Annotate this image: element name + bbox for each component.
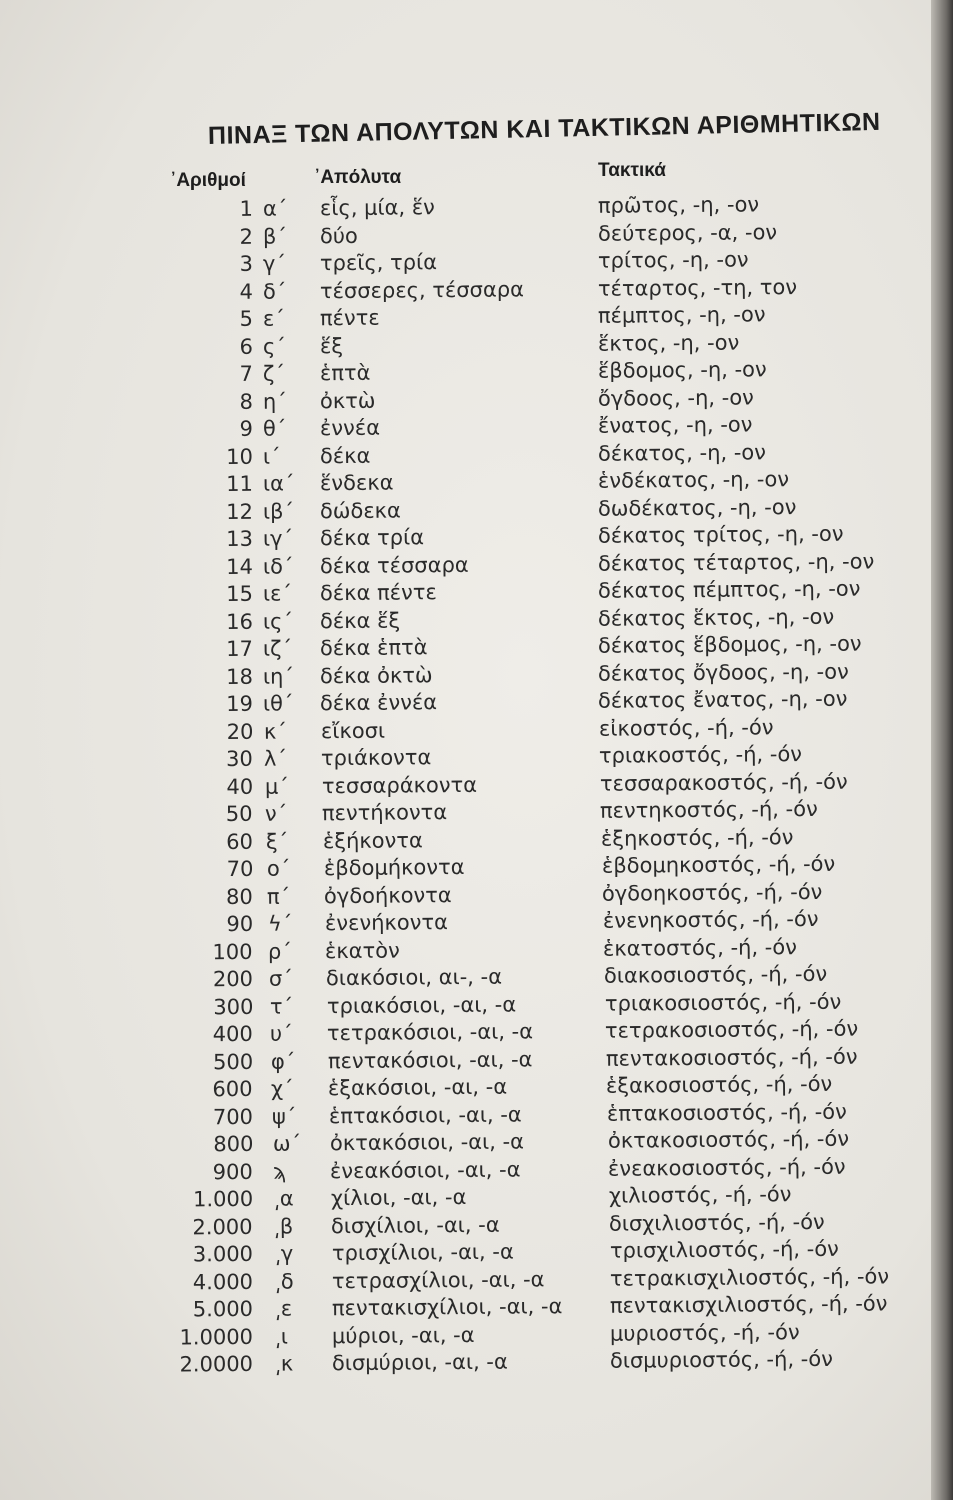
row-absolute: ἑβδομήκοντα bbox=[323, 854, 465, 881]
row-ordinal: δέκατος ἔνατος, -η, -ον bbox=[597, 686, 848, 713]
row-greek-numeral: ͵ε bbox=[274, 1296, 293, 1321]
row-ordinal: πέμπτος, -η, -ον bbox=[597, 302, 766, 328]
row-ordinal: πεντακισχιλιοστός, -ή, -όν bbox=[609, 1291, 888, 1318]
row-ordinal: ἐνεακοσιοστός, -ή, -όν bbox=[608, 1154, 846, 1181]
row-ordinal: μυριοστός, -ή, -όν bbox=[609, 1319, 800, 1346]
row-greek-numeral: μ΄ bbox=[264, 773, 289, 799]
row-ordinal: ὀγδοηκοστός, -ή, -όν bbox=[602, 879, 823, 906]
row-ordinal: ἕβδομος, -η, -ον bbox=[597, 357, 767, 383]
row-number: 18 bbox=[226, 664, 254, 689]
row-absolute: τέσσερες, τέσσαρα bbox=[319, 276, 525, 303]
row-greek-numeral: ι΄ bbox=[262, 444, 281, 469]
header-numbers: ᾿Αριθμοί bbox=[170, 170, 246, 191]
row-greek-numeral: σ΄ bbox=[268, 966, 293, 991]
row-number: 15 bbox=[226, 581, 254, 607]
row-greek-numeral: ιζ΄ bbox=[262, 636, 293, 661]
row-ordinal: πεντακοσιοστός, -ή, -όν bbox=[605, 1044, 858, 1071]
row-ordinal: πεντηκοστός, -ή, -όν bbox=[600, 796, 819, 823]
row-greek-numeral: υ΄ bbox=[270, 1021, 293, 1046]
row-greek-numeral: φ΄ bbox=[270, 1048, 296, 1074]
row-greek-numeral: α΄ bbox=[262, 196, 288, 221]
row-greek-numeral: ς΄ bbox=[262, 334, 286, 359]
row-number: 50 bbox=[226, 801, 254, 827]
row-ordinal: δέκατος τρίτος, -η, -ον bbox=[597, 521, 844, 548]
row-absolute: πεντακισχίλιοι, -αι, -α bbox=[331, 1294, 563, 1321]
row-ordinal: ἑπτακοσιοστός, -ή, -όν bbox=[606, 1099, 847, 1126]
row-number: 5.000 bbox=[192, 1296, 254, 1322]
row-greek-numeral: τ΄ bbox=[269, 994, 293, 1019]
row-absolute: πεντακόσιοι, -αι, -α bbox=[327, 1046, 533, 1073]
row-ordinal: δισμυριοστός, -ή, -όν bbox=[609, 1346, 834, 1373]
row-greek-numeral: ιδ΄ bbox=[262, 553, 294, 579]
row-ordinal: ὀκτακοσιοστός, -ή, -όν bbox=[607, 1126, 849, 1153]
row-number: 90 bbox=[226, 911, 254, 937]
row-absolute: ἐνενήκοντα bbox=[324, 910, 448, 936]
row-greek-numeral: ιθ΄ bbox=[262, 691, 294, 716]
row-greek-numeral: ψ΄ bbox=[271, 1103, 297, 1129]
row-ordinal: διακοσιοστός, -ή, -όν bbox=[603, 961, 828, 988]
row-absolute: ἕξ bbox=[319, 333, 344, 358]
row-ordinal: εἰκοστός, -ή, -όν bbox=[598, 714, 774, 741]
row-number: 4.000 bbox=[192, 1269, 254, 1294]
row-number: 4 bbox=[239, 279, 254, 304]
row-ordinal: τέταρτος, -τη, τον bbox=[597, 274, 798, 301]
row-ordinal: ἑνδέκατος, -η, -ον bbox=[597, 467, 790, 493]
row-ordinal: τριακοστός, -ή, -όν bbox=[599, 742, 803, 768]
row-ordinal: δέκατος πέμπτος, -η, -ον bbox=[597, 576, 861, 603]
row-greek-numeral: κ΄ bbox=[263, 719, 287, 744]
row-greek-numeral: ξ΄ bbox=[265, 829, 289, 854]
row-number: 80 bbox=[226, 884, 254, 909]
row-absolute: ἑκατὸν bbox=[325, 938, 401, 963]
row-absolute: δέκα bbox=[319, 443, 371, 468]
row-absolute: ὀκτὼ bbox=[319, 388, 376, 413]
row-greek-numeral: ια΄ bbox=[262, 471, 295, 496]
row-number: 30 bbox=[226, 746, 254, 772]
row-ordinal: τρίτος, -η, -ον bbox=[597, 247, 749, 273]
row-greek-numeral: ιη΄ bbox=[262, 663, 295, 689]
row-number: 1.000 bbox=[192, 1186, 254, 1212]
row-ordinal: ὄγδοος, -η, -ον bbox=[597, 384, 754, 411]
row-greek-numeral: η΄ bbox=[262, 388, 287, 414]
row-absolute: ἐννέα bbox=[319, 415, 381, 441]
row-ordinal: ἑξηκοστός, -ή, -όν bbox=[600, 824, 794, 851]
row-number: 17 bbox=[226, 636, 254, 662]
row-number: 14 bbox=[226, 554, 254, 579]
row-number: 60 bbox=[226, 829, 254, 854]
row-ordinal: δέκατος, -η, -ον bbox=[597, 439, 767, 466]
row-greek-numeral: ϟ΄ bbox=[267, 911, 293, 936]
row-greek-numeral: ͵ι bbox=[274, 1324, 289, 1349]
row-greek-numeral: θ΄ bbox=[262, 416, 287, 441]
row-number: 8 bbox=[239, 389, 254, 414]
row-number: 100 bbox=[212, 939, 254, 964]
row-greek-numeral: ͵α bbox=[273, 1186, 294, 1211]
row-absolute: τεσσαράκοντα bbox=[321, 772, 477, 798]
row-absolute: δέκα πέντε bbox=[319, 580, 437, 606]
row-ordinal: ἐνενηκοστός, -ή, -όν bbox=[602, 906, 819, 933]
row-number: 11 bbox=[226, 471, 254, 497]
header-absolute: ᾿Απόλυτα bbox=[314, 167, 402, 188]
row-number: 500 bbox=[212, 1049, 254, 1074]
row-number: 2.000 bbox=[192, 1214, 254, 1239]
row-greek-numeral: ω΄ bbox=[272, 1131, 301, 1156]
row-number: 70 bbox=[226, 856, 254, 882]
row-greek-numeral: ν΄ bbox=[265, 801, 288, 826]
row-greek-numeral: ͵κ bbox=[274, 1351, 294, 1376]
row-ordinal: ἑβδομηκοστός, -ή, -όν bbox=[601, 851, 835, 878]
row-number: 1 bbox=[239, 196, 254, 221]
row-greek-numeral: ͵δ bbox=[274, 1269, 294, 1294]
row-absolute: δέκα ἐννέα bbox=[319, 690, 438, 716]
row-absolute: τρεῖς, τρία bbox=[319, 250, 438, 276]
row-number: 200 bbox=[212, 966, 254, 992]
row-number: 12 bbox=[226, 499, 254, 524]
row-greek-numeral: ις΄ bbox=[262, 608, 294, 634]
row-absolute: πεντήκοντα bbox=[322, 800, 448, 826]
row-absolute: δέκα ἕξ bbox=[319, 608, 401, 633]
row-absolute: δισμύριοι, -αι, -α bbox=[331, 1349, 508, 1376]
row-absolute: δέκα τρία bbox=[319, 525, 425, 551]
row-ordinal: δεύτερος, -α, -ον bbox=[597, 219, 778, 246]
row-ordinal: τετρακοσιοστός, -ή, -όν bbox=[605, 1016, 859, 1043]
row-greek-numeral: ιε΄ bbox=[262, 581, 293, 606]
row-number: 600 bbox=[212, 1076, 254, 1102]
row-greek-numeral: ͵γ bbox=[274, 1241, 294, 1266]
row-absolute: δώδεκα bbox=[319, 498, 401, 523]
row-absolute: ἕνδεκα bbox=[319, 470, 394, 496]
row-ordinal: χιλιοστός, -ή, -όν bbox=[608, 1182, 792, 1208]
row-ordinal: ἑκατοστός, -ή, -όν bbox=[603, 934, 798, 961]
row-ordinal: δέκατος τέταρτος, -η, -ον bbox=[597, 548, 875, 576]
row-number: 1.0000 bbox=[179, 1324, 254, 1350]
row-ordinal: δωδέκατος, -η, -ον bbox=[597, 494, 797, 521]
row-number: 19 bbox=[226, 691, 254, 717]
row-ordinal: τεσσαρακοστός, -ή, -όν bbox=[599, 769, 848, 796]
row-greek-numeral: δ΄ bbox=[262, 279, 287, 304]
row-ordinal: τρισχιλιοστός, -ή, -όν bbox=[609, 1236, 839, 1263]
row-greek-numeral: π΄ bbox=[267, 884, 291, 909]
row-ordinal: δέκατος ἕβδομος, -η, -ον bbox=[597, 631, 862, 658]
row-greek-numeral: ϡ bbox=[273, 1159, 287, 1184]
row-absolute: δέκα ὀκτὼ bbox=[319, 662, 433, 688]
row-absolute: ἑπτακόσιοι, -αι, -α bbox=[328, 1102, 522, 1128]
row-number: 16 bbox=[226, 609, 254, 634]
row-absolute: χίλιοι, -αι, -α bbox=[330, 1185, 467, 1211]
row-number: 3.000 bbox=[192, 1241, 254, 1267]
row-number: 40 bbox=[226, 774, 254, 799]
header-ordinal: Τακτικά bbox=[598, 160, 666, 181]
row-absolute: δύο bbox=[319, 223, 358, 248]
row-ordinal: πρῶτος, -η, -ον bbox=[597, 192, 760, 218]
row-number: 800 bbox=[212, 1131, 254, 1157]
row-number: 900 bbox=[212, 1159, 254, 1184]
row-greek-numeral: ρ΄ bbox=[268, 938, 293, 964]
row-number: 7 bbox=[239, 361, 254, 386]
row-ordinal: δισχιλιοστός, -ή, -όν bbox=[609, 1209, 826, 1236]
page-title: ΠΙΝΑΞ ΤΩΝ ΑΠΟΛΥΤΩΝ ΚΑΙ ΤΑΚΤΙΚΩΝ ΑΡΙΘΜΗΤΙΚΩΝ bbox=[207, 107, 881, 150]
row-absolute: εἴκοσι bbox=[320, 718, 385, 743]
row-ordinal: ἑξακοσιοστός, -ή, -όν bbox=[606, 1071, 833, 1098]
row-greek-numeral: ο΄ bbox=[266, 856, 291, 881]
row-ordinal: δέκατος ὄγδοος, -η, -ον bbox=[597, 659, 849, 686]
row-greek-numeral: ͵β bbox=[274, 1214, 294, 1239]
row-absolute: δέκα τέσσαρα bbox=[319, 552, 469, 578]
row-greek-numeral: χ΄ bbox=[271, 1076, 295, 1101]
row-greek-numeral: ζ΄ bbox=[262, 361, 286, 386]
row-absolute: τριακόσιοι, -αι, -α bbox=[326, 992, 516, 1018]
row-number: 300 bbox=[212, 994, 254, 1019]
row-number: 2.0000 bbox=[179, 1351, 254, 1377]
row-number: 3 bbox=[239, 251, 254, 276]
row-absolute: τρισχίλιοι, -αι, -α bbox=[331, 1239, 514, 1266]
row-absolute: ἐνεακόσιοι, -αι, -α bbox=[330, 1157, 521, 1183]
row-number: 400 bbox=[212, 1021, 254, 1047]
row-number: 5 bbox=[239, 306, 254, 331]
row-absolute: εἷς, μία, ἕν bbox=[319, 195, 435, 221]
row-number: 20 bbox=[226, 719, 254, 744]
row-ordinal: ἕκτος, -η, -ον bbox=[597, 330, 740, 356]
row-ordinal: τριακοσιοστός, -ή, -όν bbox=[604, 989, 841, 1016]
row-absolute: ἑξακόσιοι, -αι, -α bbox=[328, 1074, 508, 1101]
row-absolute: διακόσιοι, αι-, -α bbox=[325, 964, 503, 991]
row-absolute: τετρακόσιοι, -αι, -α bbox=[327, 1019, 534, 1046]
row-absolute: δέκα ἑπτὰ bbox=[319, 635, 428, 661]
row-greek-numeral: λ΄ bbox=[264, 746, 288, 771]
row-ordinal: δέκατος ἕκτος, -η, -ον bbox=[597, 604, 835, 631]
row-absolute: ἑπτὰ bbox=[319, 360, 371, 386]
row-ordinal: ἔνατος, -η, -ον bbox=[597, 412, 753, 438]
row-greek-numeral: ε΄ bbox=[262, 306, 285, 331]
row-number: 2 bbox=[239, 224, 254, 249]
row-greek-numeral: β΄ bbox=[262, 223, 287, 249]
row-greek-numeral: γ΄ bbox=[262, 251, 287, 276]
row-greek-numeral: ιγ΄ bbox=[262, 526, 294, 551]
row-number: 9 bbox=[239, 416, 254, 441]
numerals-table bbox=[0, 192, 953, 1381]
row-absolute: ὀκτακόσιοι, -αι, -α bbox=[329, 1129, 524, 1156]
row-number: 700 bbox=[212, 1104, 254, 1129]
row-absolute: πέντε bbox=[319, 305, 380, 331]
row-absolute: ἑξήκοντα bbox=[322, 827, 423, 853]
row-absolute: τριάκοντα bbox=[321, 745, 432, 771]
row-absolute: ὀγδοήκοντα bbox=[324, 882, 453, 908]
row-ordinal: τετρακισχιλιοστός, -ή, -όν bbox=[609, 1263, 890, 1291]
row-number: 10 bbox=[226, 444, 254, 469]
row-number: 13 bbox=[226, 526, 254, 552]
row-number: 6 bbox=[239, 334, 254, 359]
row-absolute: μύριοι, -αι, -α bbox=[331, 1322, 475, 1348]
row-absolute: δισχίλιοι, -αι, -α bbox=[331, 1212, 501, 1238]
row-absolute: τετρασχίλιοι, -αι, -α bbox=[331, 1266, 545, 1293]
row-greek-numeral: ιβ΄ bbox=[262, 498, 295, 524]
